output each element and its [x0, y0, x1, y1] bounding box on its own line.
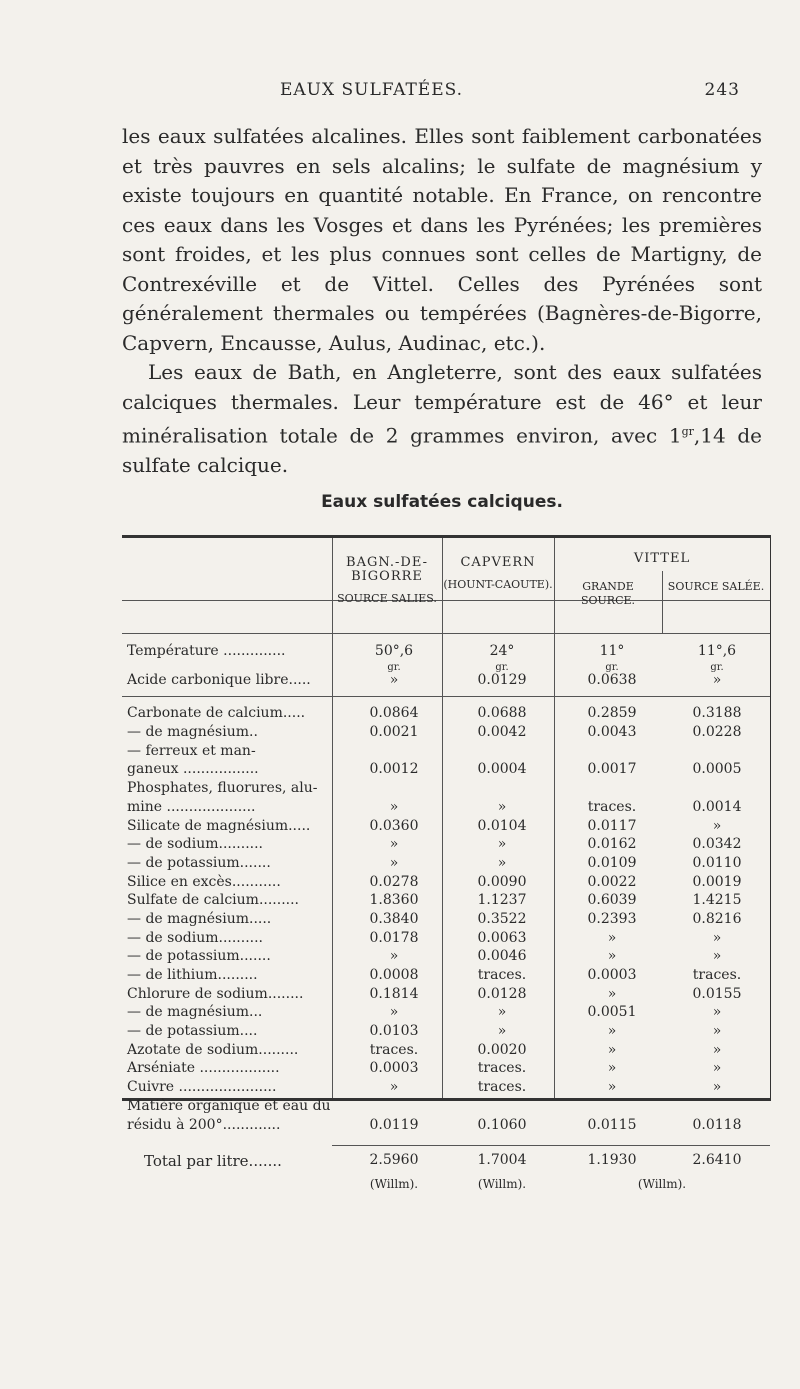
table-cell: 0.0118 — [692, 1116, 742, 1133]
table-cell: traces. — [587, 798, 637, 815]
table-body — [122, 633, 770, 1196]
table-cell: 0.0003 — [587, 967, 637, 983]
column-sub: (HOUNT-CAOUTE). — [443, 578, 553, 591]
row-label: — ferreux et man- — [127, 742, 256, 759]
row-label: — de potassium.... — [127, 1023, 258, 1040]
table-cell: 0.0110 — [692, 854, 742, 871]
table-cell: 1.1237 — [477, 892, 527, 909]
table-cell: » — [389, 1004, 399, 1021]
table-cell: » — [712, 1023, 722, 1040]
table-cell: 0.0360 — [369, 817, 419, 834]
table-row — [122, 818, 770, 837]
table-cell: 11°,6 — [697, 643, 737, 659]
p2-start: Les eaux de Bath, en Angleterre, sont des eaux sulfatées calciques thermales. Leur température est de 46° et leur minéralisation totale de 2 grammes environ, avec 1 — [122, 360, 762, 448]
table-row — [122, 1098, 770, 1117]
table-cell: » — [497, 798, 507, 815]
table-row — [122, 986, 770, 1005]
table-cell: 0.0104 — [477, 817, 527, 834]
table-cell: » — [607, 1041, 617, 1058]
row-label: Température .............. — [127, 643, 286, 659]
table-cell: » — [497, 1023, 507, 1040]
table-cell: 0.0022 — [587, 873, 637, 890]
unit-label: gr. — [710, 661, 724, 673]
table-cell: 0.0051 — [587, 1004, 637, 1021]
table-cell: » — [712, 1079, 722, 1096]
row-label: Cuivre ...................... — [127, 1079, 277, 1096]
row-label: — de magnésium... — [127, 1004, 263, 1021]
total-rule — [332, 1145, 770, 1146]
row-label: mine .................... — [127, 798, 256, 815]
table-cell: » — [389, 671, 399, 688]
header-rule — [122, 600, 770, 601]
row-label: Acide carbonique libre..... — [127, 671, 311, 688]
table-cell: 0.0109 — [587, 854, 637, 871]
table-cell: » — [497, 836, 507, 853]
column-name: VITTEL — [633, 551, 691, 566]
header-title: EAUX SULFATÉES. — [280, 80, 464, 100]
table-cell: 0.0115 — [587, 1116, 637, 1133]
table-cell: » — [607, 948, 617, 965]
table-cell: 0.6039 — [587, 892, 637, 909]
table-cell: 0.0017 — [587, 761, 637, 778]
row-label: ganeux ................. — [127, 761, 259, 778]
table-row — [122, 780, 770, 799]
author-label: (Willm). — [477, 1176, 527, 1191]
table-row — [122, 836, 770, 855]
author-label: (Willm). — [637, 1176, 687, 1191]
table-cell: 0.2859 — [587, 705, 637, 722]
table-cell: 11° — [599, 643, 625, 659]
table-cell: 0.8216 — [692, 910, 742, 927]
table-cell: » — [389, 948, 399, 965]
table-cell: » — [497, 854, 507, 871]
row-label: — de sodium.......... — [127, 836, 263, 853]
table-cell: 0.0155 — [692, 985, 742, 1002]
table-cell: 0.0129 — [477, 671, 527, 688]
table-cell: 0.3522 — [477, 910, 527, 927]
table-cell: 2.6410 — [692, 1152, 742, 1169]
table-cell: » — [712, 671, 722, 688]
column-header-vittel — [554, 552, 770, 566]
table-cell: » — [712, 1060, 722, 1077]
table-row — [122, 1060, 770, 1079]
row-label: Carbonate de calcium..... — [127, 705, 306, 722]
table-cell: 0.0012 — [369, 761, 419, 778]
column-header-bagneres — [332, 556, 442, 606]
table-row — [122, 705, 770, 724]
table-cell: » — [389, 1079, 399, 1096]
table-cell: » — [497, 1004, 507, 1021]
row-label: Silice en excès........... — [127, 873, 281, 890]
row-label: — de potassium....... — [127, 854, 271, 871]
table-cell: traces. — [369, 1041, 419, 1058]
table-cell: 0.0119 — [369, 1116, 419, 1133]
spacer — [122, 633, 770, 643]
table-cell: » — [389, 798, 399, 815]
table-row — [122, 948, 770, 967]
table-row — [122, 799, 770, 818]
table-cell: 24° — [489, 643, 515, 659]
column-sub: GRANDE SOURCE. — [580, 580, 636, 607]
table-cell: 0.0046 — [477, 948, 527, 965]
table-cell: 1.7004 — [477, 1152, 527, 1169]
table-row — [122, 672, 770, 691]
row-label: Phosphates, fluorures, alu- — [127, 780, 318, 797]
author-label: (Willm). — [369, 1176, 419, 1191]
table-cell: 1.4215 — [692, 892, 742, 909]
table-cell: traces. — [692, 967, 742, 983]
unit-label: gr. — [605, 661, 619, 673]
row-label: Azotate de sodium......... — [127, 1041, 299, 1058]
table-cell: » — [712, 1004, 722, 1021]
column-sub: SOURCE SALÉE. — [667, 580, 765, 593]
table-row — [122, 1117, 770, 1136]
table-row — [122, 743, 770, 762]
column-header-capvern — [442, 556, 554, 592]
table-cell: traces. — [477, 967, 527, 983]
table-cell: 0.0162 — [587, 836, 637, 853]
table-cell: 0.0004 — [477, 761, 527, 778]
body-text — [122, 122, 762, 481]
table-cell: 0.0090 — [477, 873, 527, 890]
table-cell: 0.0638 — [587, 671, 637, 688]
row-label: résidu à 200°............. — [127, 1116, 281, 1133]
table-cell: 0.0020 — [477, 1041, 527, 1058]
table-cell: 0.0042 — [477, 724, 527, 741]
table-row — [122, 1079, 770, 1098]
row-label: Silicate de magnésium..... — [127, 817, 311, 834]
table-cell: » — [389, 836, 399, 853]
table-cell: 0.0103 — [369, 1023, 419, 1040]
author-row — [122, 1177, 770, 1196]
table-cell: » — [607, 1060, 617, 1077]
row-label: Chlorure de sodium........ — [127, 985, 304, 1002]
table-cell: 0.0008 — [369, 967, 419, 983]
table-cell: » — [712, 948, 722, 965]
table-title: Eaux sulfatées calciques. — [321, 492, 563, 512]
section-rule — [122, 696, 770, 697]
table-cell: 0.0021 — [369, 724, 419, 741]
table-cell: 0.1060 — [477, 1116, 527, 1133]
row-label: — de potassium....... — [127, 948, 271, 965]
table-row — [122, 1004, 770, 1023]
table-row — [122, 930, 770, 949]
table-cell: 0.0228 — [692, 724, 742, 741]
table-cell: 0.3840 — [369, 910, 419, 927]
table-cell: 1.8360 — [369, 892, 419, 909]
table-cell: » — [389, 854, 399, 871]
paragraph-2 — [122, 358, 762, 481]
total-row — [122, 1152, 770, 1171]
table-cell: 0.0014 — [692, 798, 742, 815]
table-cell: 0.0342 — [692, 836, 742, 853]
p2-end: ,14 de sulfate calcique. — [122, 423, 762, 478]
table-row — [122, 724, 770, 743]
table-cell: 0.0178 — [369, 929, 419, 946]
row-label: — de lithium......... — [127, 967, 258, 983]
table-cell: 0.0278 — [369, 873, 419, 890]
table-cell: » — [712, 817, 722, 834]
unit-label: gr. — [387, 661, 401, 673]
table-cell: 50°,6 — [374, 643, 414, 659]
row-label: — de magnésium.. — [127, 724, 258, 741]
running-header — [120, 80, 740, 110]
table-cell: » — [607, 1079, 617, 1096]
table-row — [122, 1023, 770, 1042]
unit-label: gr. — [495, 661, 509, 673]
table-cell: » — [607, 929, 617, 946]
table-cell: 1.1930 — [587, 1152, 637, 1169]
table-row — [122, 1042, 770, 1061]
row-label: — de magnésium..... — [127, 910, 272, 927]
table-row — [122, 911, 770, 930]
table-cell: 0.3188 — [692, 705, 742, 722]
p2-sup: gr — [681, 425, 694, 438]
table-cell: 0.0117 — [587, 817, 637, 834]
table-row — [122, 874, 770, 893]
table-cell: 0.2393 — [587, 910, 637, 927]
column-header-vittel-salee — [662, 580, 770, 594]
table-cell: 0.0003 — [369, 1060, 419, 1077]
table-cell: 0.0043 — [587, 724, 637, 741]
row-label: Total par litre....... — [144, 1152, 282, 1171]
table-row — [122, 967, 770, 986]
table-cell: » — [712, 1041, 722, 1058]
table-cell: » — [712, 929, 722, 946]
table-row — [122, 643, 770, 662]
page-number: 243 — [704, 80, 740, 100]
table-cell: 0.1814 — [369, 985, 419, 1002]
table-cell: » — [607, 985, 617, 1002]
table-cell: traces. — [477, 1079, 527, 1096]
column-name: BAGN.-DE-BIGORRE — [346, 555, 428, 584]
table-cell: 0.0864 — [369, 705, 419, 722]
table-cell: 0.0019 — [692, 873, 742, 890]
analysis-table — [122, 535, 771, 1191]
column-name: CAPVERN — [460, 555, 536, 570]
row-label: Arséniate .................. — [127, 1060, 280, 1077]
table-cell: 2.5960 — [369, 1152, 419, 1169]
table-row — [122, 761, 770, 780]
column-header-vittel-grande — [554, 580, 662, 608]
column-sub: SOURCE SALIES. — [337, 592, 437, 605]
table-cell: 0.0005 — [692, 761, 742, 778]
table-cell: » — [607, 1023, 617, 1040]
table-cell: 0.0063 — [477, 929, 527, 946]
row-label: Matière organique et eau du — [127, 1097, 331, 1114]
table-row — [122, 892, 770, 911]
table-cell: 0.0128 — [477, 985, 527, 1002]
paragraph-1: les eaux sulfatées alcalines. Elles sont faiblement carbonatées et très pauvres en sels alcalins; le sulfate de magnésium y existe toujours en quantité notable. En France, on rencontre ces eaux dans les Vosges et dans les Pyrénées; les premières sont froides, et les plus connues sont celles de Martigny, de Contrexéville et de Vittel. Celles des Pyrénées sont généralement thermales ou tempérées (Bagnères-de-Bigorre, Capvern, Encausse, Aulus, Audinac, etc.). — [122, 124, 762, 355]
row-label: — de sodium.......... — [127, 929, 263, 946]
table-row — [122, 855, 770, 874]
row-label: Sulfate de calcium......... — [127, 892, 299, 909]
unit-row — [122, 662, 770, 672]
table-cell: 0.0688 — [477, 705, 527, 722]
table-cell: traces. — [477, 1060, 527, 1077]
